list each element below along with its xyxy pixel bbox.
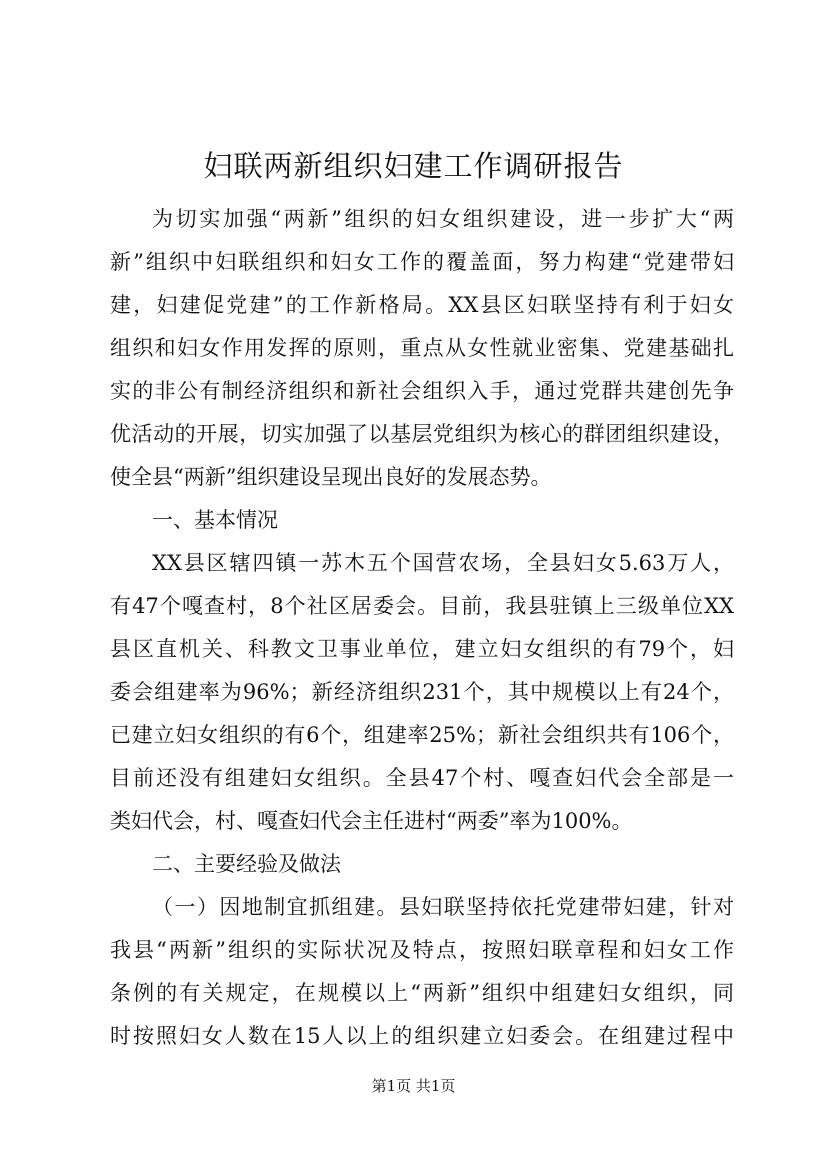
body-text-line: 优活动的开展，切实加强了以基层党组织为核心的群团组织建设， [110,422,734,446]
body-text-line: 时按照妇女人数在15人以上的组织建立妇委会。在组建过程中 [110,1024,734,1048]
body-text-line: 建，妇建促党建”的工作新格局。XX县区妇联坚持有利于妇女 [110,293,734,317]
body-text-line: 新”组织中妇联组织和妇女工作的覆盖面，努力构建“党建带妇 [110,250,734,274]
body-text-line: 县区直机关、科教文卫事业单位，建立妇女组织的有79个，妇 [110,637,734,661]
section-heading: 二、主要经验及做法 [152,852,341,876]
body-text-line: XX县区辖四镇一苏木五个国营农场，全县妇女5.63万人， [152,551,734,575]
document-title: 妇联两新组织妇建工作调研报告 [203,149,624,183]
body-text-line: 我县“两新”组织的实际状况及特点，按照妇联章程和妇女工作 [110,938,734,962]
body-text-line: （一）因地制宜抓组建。县妇联坚持依托党建带妇建，针对 [152,895,734,919]
body-text-line: 为切实加强“两新”组织的妇女组织建设，进一步扩大“两 [152,207,734,231]
body-text-line: 已建立妇女组织的有6个，组建率25%；新社会组织共有106个， [110,723,734,747]
body-text-line: 条例的有关规定，在规模以上“两新”组织中组建妇女组织，同 [110,981,734,1005]
body-text-line: 委会组建率为96%；新经济组织231个，其中规模以上有24个， [110,680,734,704]
section-heading: 一、基本情况 [152,508,278,532]
page-footer: 第1页 共1页 [371,1077,456,1095]
document-body [110,198,734,1058]
body-text-line: 有47个嘎查村，8个社区居委会。目前，我县驻镇上三级单位XX [110,594,734,618]
body-text-line: 使全县“两新”组织建设呈现出良好的发展态势。 [110,465,552,489]
body-text-line: 目前还没有组建妇女组织。全县47个村、嘎查妇代会全部是一 [110,766,734,790]
body-text-line: 实的非公有制经济组织和新社会组织入手，通过党群共建创先争 [110,379,734,403]
body-text-line: 组织和妇女作用发挥的原则，重点从女性就业密集、党建基础扎 [110,336,734,360]
body-text-line: 类妇代会，村、嘎查妇代会主任进村“两委”率为100%。 [110,809,633,833]
